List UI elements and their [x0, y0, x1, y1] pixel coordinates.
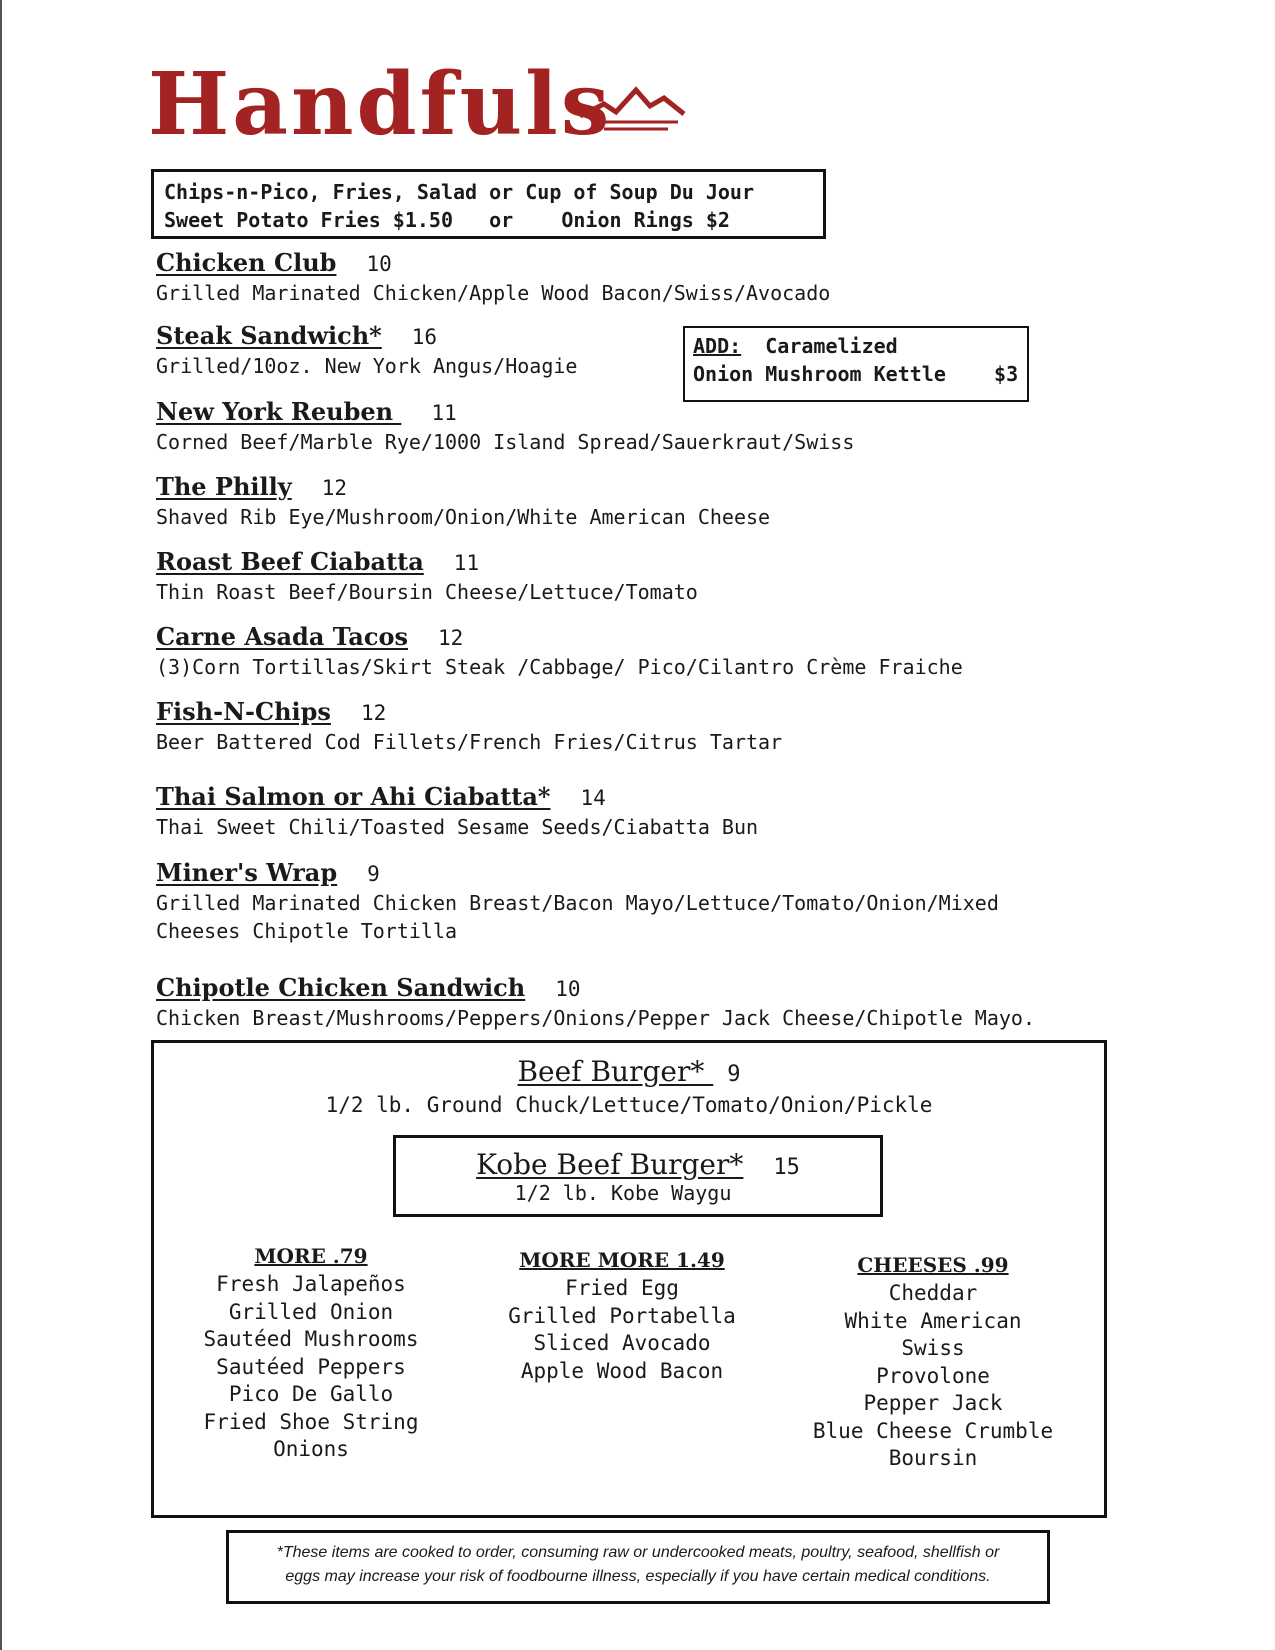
toppings-column-more — [161, 1241, 461, 1464]
beef-burger-desc: 1/2 lb. Ground Chuck/Lettuce/Tomato/Onion/Pickle — [325, 1093, 933, 1117]
item-desc: Shaved Rib Eye/Mushroom/Onion/White American Cheese — [156, 505, 771, 529]
item-price: 11 — [431, 401, 457, 425]
menu-item — [156, 858, 1116, 945]
topping-option: Onions — [273, 1437, 349, 1461]
item-price: 16 — [411, 325, 438, 349]
topping-option: Sautéed Mushrooms — [203, 1327, 419, 1351]
item-name: The Philly — [156, 472, 292, 501]
notice-line-1: *These items are cooked to order, consuming raw or undercooked meats, poultry, seafood, shellfish or — [276, 1544, 1000, 1561]
item-desc: Grilled/10oz. New York Angus/Hoagie — [156, 354, 578, 378]
topping-option: Swiss — [901, 1336, 965, 1360]
menu-item — [156, 697, 1116, 756]
item-desc: Cheeses Chipotle Tortilla — [156, 919, 458, 943]
page-edge-line — [0, 0, 2, 1650]
item-desc: Grilled Marinated Chicken Breast/Bacon Mayo/Lettuce/Tomato/Onion/Mixed — [156, 891, 999, 915]
topping-option: Apple Wood Bacon — [520, 1358, 724, 1383]
topping-option: Fresh Jalapeños — [216, 1272, 406, 1296]
item-desc: Thin Roast Beef/Boursin Cheese/Lettuce/Tomato — [156, 580, 698, 604]
topping-option: Fried Egg — [565, 1276, 679, 1300]
item-price: 11 — [453, 551, 480, 575]
topping-option: Grilled Onion — [228, 1299, 394, 1324]
item-name: Roast Beef Ciabatta — [156, 547, 424, 576]
item-name: Miner's Wrap — [156, 858, 338, 887]
item-price: 12 — [360, 701, 387, 725]
item-name: Thai Salmon or Ahi Ciabatta* — [156, 782, 551, 811]
menu-item — [156, 973, 1116, 1032]
beef-burger-name: Beef Burger* — [517, 1055, 714, 1088]
topping-option: Sliced Avocado — [533, 1331, 711, 1355]
item-price: 10 — [366, 252, 392, 276]
item-name: Fish-N-Chips — [156, 697, 331, 726]
item-name: Chipotle Chicken Sandwich — [156, 973, 526, 1002]
item-desc: (3)Corn Tortillas/Skirt Steak /Cabbage/ Pico/Cilantro Crème Fraiche — [156, 655, 963, 679]
notice-line-2: eggs may increase your risk of foodbourne illness, especially if you have certain medical conditions. — [285, 1568, 991, 1585]
menu-item — [156, 397, 1116, 456]
item-desc: Corned Beef/Marble Rye/1000 Island Spread/Sauerkraut/Swiss — [156, 430, 855, 454]
item-name: Carne Asada Tacos — [156, 622, 408, 651]
topping-option: Pepper Jack — [863, 1391, 1003, 1415]
topping-option: Blue Cheese Crumble — [812, 1418, 1054, 1443]
item-price: 14 — [580, 786, 606, 810]
mountain-logo-icon — [578, 86, 698, 136]
toppings-column-cheeses — [783, 1250, 1083, 1473]
add-line-1: Caramelized — [765, 334, 898, 358]
item-price: 12 — [438, 626, 464, 650]
menu-item — [156, 547, 1116, 606]
kobe-burger-box — [393, 1135, 883, 1217]
kobe-burger-desc: 1/2 lb. Kobe Waygu — [514, 1181, 732, 1205]
add-line-2: Onion Mushroom Kettle $3 — [693, 362, 1019, 386]
beef-burger-price: 9 — [727, 1062, 741, 1087]
item-price: 10 — [555, 977, 581, 1001]
menu-item — [156, 248, 1116, 307]
sides-line-1: Chips-n-Pico, Fries, Salad or Cup of Soup Du Jour — [164, 180, 755, 204]
topping-option: Pico De Gallo — [228, 1382, 394, 1406]
kobe-burger-name: Kobe Beef Burger* — [476, 1148, 744, 1181]
menu-item — [156, 782, 1116, 841]
toppings-header: MORE .79 — [254, 1244, 368, 1268]
topping-option: Cheddar — [888, 1281, 978, 1305]
topping-option: White American — [844, 1308, 1022, 1333]
menu-item — [156, 472, 1116, 531]
item-desc: Chicken Breast/Mushrooms/Peppers/Onions/Pepper Jack Cheese/Chipotle Mayo. — [156, 1006, 1035, 1030]
kobe-burger-price: 15 — [773, 1155, 800, 1180]
topping-option: Boursin — [888, 1446, 978, 1470]
item-price: 9 — [367, 862, 380, 886]
item-name: Chicken Club — [156, 248, 337, 277]
topping-option: Provolone — [876, 1363, 990, 1388]
toppings-header: MORE MORE 1.49 — [519, 1248, 725, 1272]
item-desc: Thai Sweet Chili/Toasted Sesame Seeds/Ciabatta Bun — [156, 815, 759, 839]
page-title: Handfuls — [148, 54, 613, 155]
toppings-column-more-more — [472, 1245, 772, 1385]
toppings-header: CHEESES .99 — [857, 1253, 1009, 1277]
item-desc: Beer Battered Cod Fillets/French Fries/Citrus Tartar — [156, 730, 783, 754]
menu-item — [156, 321, 1116, 380]
topping-option: Sautéed Peppers — [216, 1354, 406, 1379]
topping-option: Grilled Portabella — [508, 1303, 736, 1328]
topping-option: Fried Shoe String — [203, 1409, 419, 1434]
burger-box — [151, 1040, 1107, 1518]
sides-line-2: Sweet Potato Fries $1.50 or Onion Rings $2 — [164, 208, 730, 232]
item-name: Steak Sandwich* — [156, 321, 382, 350]
food-safety-notice — [226, 1530, 1050, 1604]
item-price: 12 — [321, 476, 348, 500]
item-desc: Grilled Marinated Chicken/Apple Wood Bacon/Swiss/Avocado — [156, 281, 831, 305]
item-name: New York Reuben — [156, 397, 402, 426]
sides-box — [151, 169, 826, 239]
add-label: ADD: — [693, 334, 742, 358]
menu-item — [156, 622, 1116, 681]
